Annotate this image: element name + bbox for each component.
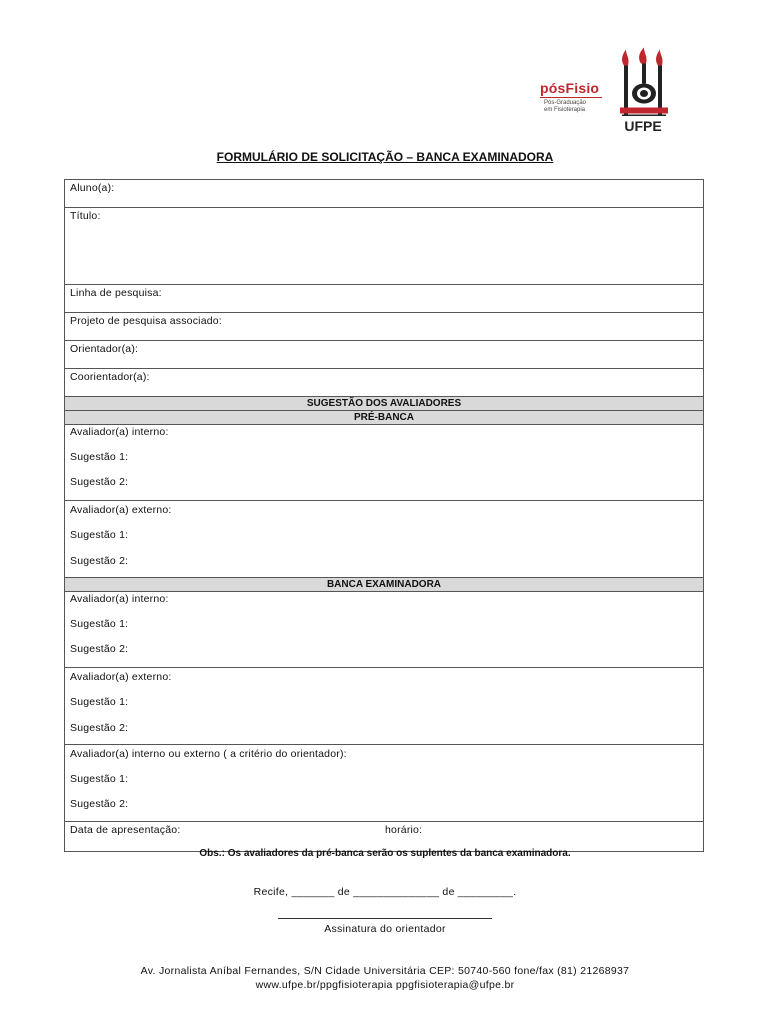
sugestao-header: SUGESTÃO DOS AVALIADORES: [65, 397, 703, 411]
banca-interno-group[interactable]: [65, 592, 703, 668]
pre-banca-externo-group[interactable]: [65, 501, 703, 578]
banca-externo-label: Avaliador(a) externo:: [70, 671, 172, 683]
form-table: [64, 179, 704, 852]
projeto-pesquisa-label: Projeto de pesquisa associado:: [70, 315, 222, 327]
banca-criterio-sugestao-1: Sugestão 1:: [70, 773, 129, 785]
titulo-label: Título:: [70, 210, 101, 222]
banca-interno-sugestao-1: Sugestão 1:: [70, 618, 129, 630]
aluno-label: Aluno(a):: [70, 182, 115, 194]
footer-web: www.ufpe.br/ppgfisioterapia ppgfisioterapia@ufpe.br: [255, 979, 515, 991]
coorientador-label: Coorientador(a):: [70, 371, 150, 383]
obs-note: Obs.: Os avaliadores da pré-banca serão os suplentes da banca examinadora.: [199, 848, 571, 859]
signature-line: [278, 918, 492, 919]
banca-interno-label: Avaliador(a) interno:: [70, 593, 169, 605]
posfisio-logo-title: [540, 80, 612, 96]
banca-criterio-group[interactable]: [65, 745, 703, 822]
pre-banca-externo-sugestao-2: Sugestão 2:: [70, 555, 129, 567]
pre-banca-interno-group[interactable]: [65, 425, 703, 501]
pre-banca-externo-label: Avaliador(a) externo:: [70, 504, 172, 516]
posfisio-logo-sub2: em Fisioterapia: [544, 107, 586, 113]
pre-banca-header: PRÉ-BANCA: [65, 411, 703, 425]
orientador-field[interactable]: [65, 341, 703, 369]
pre-banca-interno-label: Avaliador(a) interno:: [70, 426, 169, 438]
linha-pesquisa-label: Linha de pesquisa:: [70, 287, 162, 299]
footer-address: Av. Jornalista Aníbal Fernandes, S/N Cidade Universitária CEP: 50740-560 fone/fax (81) 21268937: [140, 965, 630, 977]
posfisio-logo-rule: [540, 97, 602, 98]
posfisio-logo-pos: pós: [540, 80, 566, 96]
data-apresentacao-field[interactable]: [65, 822, 703, 851]
posfisio-logo: [540, 80, 612, 114]
projeto-pesquisa-field[interactable]: [65, 313, 703, 341]
pre-banca-interno-sugestao-2: Sugestão 2:: [70, 476, 129, 488]
form-title: FORMULÁRIO DE SOLICITAÇÃO – BANCA EXAMINADORA: [216, 150, 554, 164]
posfisio-logo-sub1: Pós-Graduação: [544, 100, 587, 106]
banca-externo-group[interactable]: [65, 668, 703, 745]
ufpe-logo-text: UFPE: [624, 118, 662, 134]
coorientador-field[interactable]: [65, 369, 703, 397]
orientador-label: Orientador(a):: [70, 343, 139, 355]
pre-banca-interno-sugestao-1: Sugestão 1:: [70, 451, 129, 463]
banca-criterio-label: Avaliador(a) interno ou externo ( a critério do orientador):: [70, 748, 347, 760]
banca-externo-sugestao-1: Sugestão 1:: [70, 696, 129, 708]
horario-label: horário:: [385, 824, 423, 836]
pre-banca-externo-sugestao-1: Sugestão 1:: [70, 529, 129, 541]
header-logos: [540, 40, 680, 135]
banca-examinadora-header: BANCA EXAMINADORA: [65, 578, 703, 592]
signature-label: Assinatura do orientador: [324, 923, 446, 935]
linha-pesquisa-field[interactable]: [65, 285, 703, 313]
banca-interno-sugestao-2: Sugestão 2:: [70, 643, 129, 655]
titulo-field[interactable]: [65, 208, 703, 285]
banca-externo-sugestao-2: Sugestão 2:: [70, 722, 129, 734]
recife-date-line[interactable]: Recife, _______ de ______________ de _________.: [253, 886, 517, 898]
posfisio-logo-fisio: Fisio: [565, 80, 600, 96]
data-apresentacao-label: Data de apresentação:: [70, 824, 181, 836]
banca-criterio-sugestao-2: Sugestão 2:: [70, 798, 129, 810]
aluno-field[interactable]: [65, 180, 703, 208]
